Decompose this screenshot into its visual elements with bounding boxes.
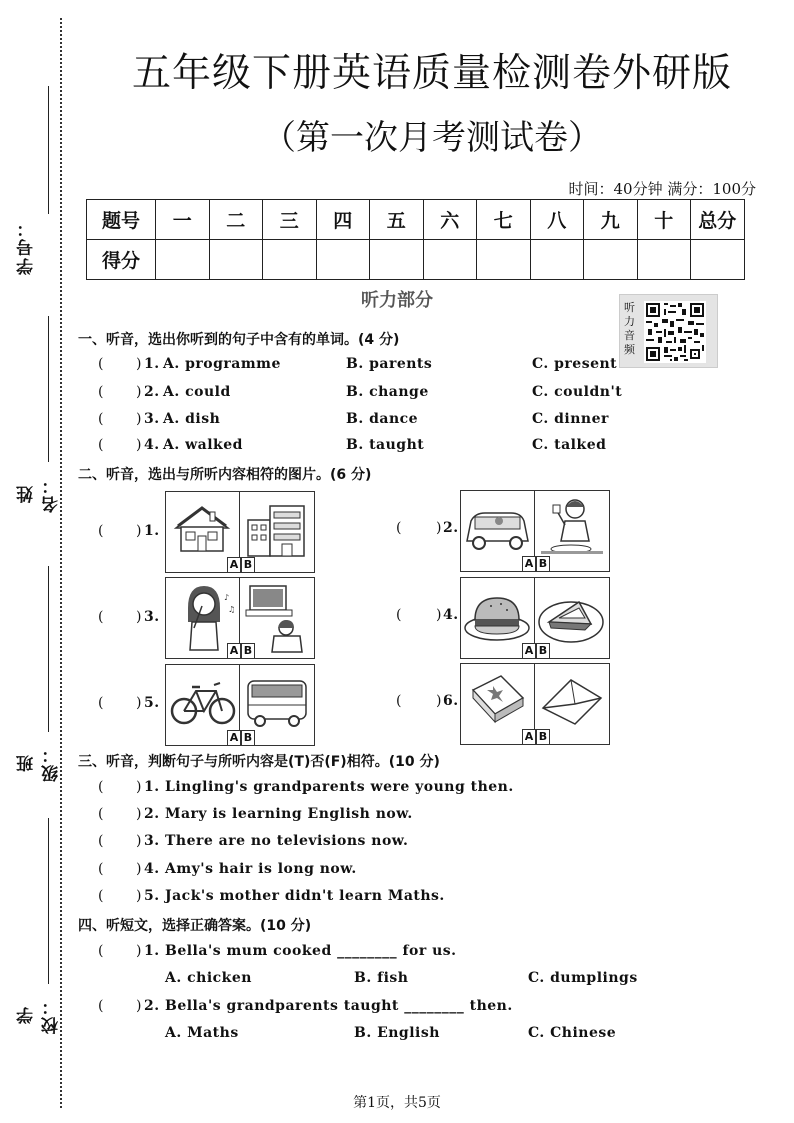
part2-item-number: 5. <box>144 695 160 711</box>
answer-paren-close: ) <box>136 943 142 959</box>
qr-label: 听力音频 <box>624 301 635 356</box>
option-a: A. Maths <box>165 1025 239 1041</box>
score-input-cell[interactable] <box>691 240 745 280</box>
label-b: B <box>241 730 255 746</box>
time-info: 时间：40分钟 满分：100分 <box>568 180 756 198</box>
label-a: A <box>522 643 536 659</box>
option-c: C. talked <box>532 437 607 453</box>
exam-subtitle: （第一次月考测试卷） <box>262 118 602 158</box>
option-c: C. dinner <box>532 411 609 427</box>
score-input-cell[interactable] <box>263 240 317 280</box>
answer-paren-close: ) <box>436 520 442 536</box>
part1-item-number: 1. <box>144 356 160 372</box>
score-table-score-row <box>87 240 745 280</box>
answer-paren-open[interactable]: ( <box>98 888 104 904</box>
part3-statement: 2. Mary is learning English now. <box>144 806 413 822</box>
ab-labels <box>522 556 550 571</box>
answer-paren-open[interactable]: ( <box>98 695 104 711</box>
picture-pair <box>165 577 315 659</box>
answer-paren-open[interactable]: ( <box>98 998 104 1014</box>
option-b: B. English <box>354 1025 440 1041</box>
answer-paren-open[interactable]: ( <box>98 384 104 400</box>
answer-paren-close: ) <box>136 523 142 539</box>
score-input-cell[interactable] <box>637 240 691 280</box>
answer-paren-open[interactable]: ( <box>98 779 104 795</box>
option-a: A. walked <box>163 437 243 453</box>
student-id-field[interactable] <box>14 86 48 276</box>
option-b: B. change <box>346 384 429 400</box>
score-table <box>86 199 745 280</box>
part3-heading: 三、听音，判断句子与所听内容是(T)否(F)相符。(10 分) <box>78 754 440 770</box>
label-a: A <box>227 557 241 573</box>
score-header-cell: 九 <box>584 200 638 240</box>
part2-item-number: 3. <box>144 609 160 625</box>
listening-section-title: 听力部分 <box>361 290 433 311</box>
class-rule <box>48 566 49 732</box>
class-label: 班级： <box>17 744 62 782</box>
answer-paren-close: ) <box>136 609 142 625</box>
label-b: B <box>536 729 550 745</box>
page-footer: 第1页，共5页 <box>353 1095 441 1111</box>
answer-paren-close: ) <box>136 695 142 711</box>
option-c: C. present <box>532 356 618 372</box>
part1-item-number: 4. <box>144 437 160 453</box>
option-b: B. taught <box>346 437 425 453</box>
answer-paren-close: ) <box>136 437 142 453</box>
option-c: C. dumplings <box>528 970 638 986</box>
student-id-rule <box>48 86 49 214</box>
score-input-cell[interactable] <box>370 240 424 280</box>
answer-paren-close: ) <box>136 833 142 849</box>
ab-labels <box>522 643 550 658</box>
student-name-label: 姓名： <box>17 475 62 513</box>
option-a: A. programme <box>163 356 281 372</box>
part4-question: 2. Bella's grandparents taught ________ then. <box>144 998 513 1014</box>
option-a: A. could <box>163 384 231 400</box>
score-input-cell[interactable] <box>584 240 638 280</box>
ab-labels <box>227 730 255 745</box>
score-header-cell: 一 <box>156 200 210 240</box>
score-header-cell: 总分 <box>691 200 745 240</box>
answer-paren-close: ) <box>136 861 142 877</box>
part3-statement: 3. There are no televisions now. <box>144 833 409 849</box>
part1-item-number: 3. <box>144 411 160 427</box>
answer-paren-close: ) <box>136 806 142 822</box>
answer-paren-open[interactable]: ( <box>98 861 104 877</box>
part2-item-number: 6. <box>443 693 459 709</box>
label-a: A <box>227 643 241 659</box>
score-input-cell[interactable] <box>316 240 370 280</box>
score-header-cell: 三 <box>263 200 317 240</box>
score-input-cell[interactable] <box>156 240 210 280</box>
picture-pair <box>460 490 610 572</box>
answer-paren-open[interactable]: ( <box>98 523 104 539</box>
label-b: B <box>536 556 550 572</box>
part1-heading: 一、听音，选出你听到的句子中含有的单词。(4 分) <box>78 332 400 348</box>
answer-paren-close: ) <box>436 693 442 709</box>
option-c: C. couldn't <box>532 384 623 400</box>
ab-labels <box>227 643 255 658</box>
score-header-cell: 四 <box>316 200 370 240</box>
svg-text:♪: ♪ <box>224 593 230 602</box>
part2-heading: 二、听音，选出与所听内容相符的图片。(6 分) <box>78 467 372 483</box>
option-b: B. dance <box>346 411 419 427</box>
answer-paren-close: ) <box>436 607 442 623</box>
answer-paren-open[interactable]: ( <box>98 411 104 427</box>
option-b: B. parents <box>346 356 433 372</box>
exam-title: 五年级下册英语质量检测卷外研版 <box>131 51 732 96</box>
part2-item-number: 1. <box>144 523 160 539</box>
score-header-cell: 八 <box>530 200 584 240</box>
score-table-header-row <box>87 200 745 240</box>
school-field[interactable] <box>14 818 62 1042</box>
answer-paren-close: ) <box>136 888 142 904</box>
part4-question: 1. Bella's mum cooked ________ for us. <box>144 943 457 959</box>
label-b: B <box>241 557 255 573</box>
answer-paren-open[interactable]: ( <box>98 806 104 822</box>
answer-paren-close: ) <box>136 779 142 795</box>
label-a: A <box>522 556 536 572</box>
score-header-cell: 十 <box>637 200 691 240</box>
school-rule <box>48 818 49 984</box>
answer-paren-open[interactable]: ( <box>396 520 402 536</box>
score-input-cell[interactable] <box>423 240 477 280</box>
score-header-cell: 六 <box>423 200 477 240</box>
score-header-cell: 题号 <box>87 200 156 240</box>
part2-item-number: 4. <box>443 607 459 623</box>
student-id-label: 学号： <box>17 218 37 276</box>
label-a: A <box>227 730 241 746</box>
label-b: B <box>241 643 255 659</box>
student-name-field[interactable] <box>14 316 62 522</box>
part3-statement: 5. Jack's mother didn't learn Maths. <box>144 888 445 904</box>
option-a: A. chicken <box>165 970 252 986</box>
answer-paren-open[interactable]: ( <box>396 607 402 623</box>
score-row-label: 得分 <box>87 240 156 280</box>
answer-paren-open[interactable]: ( <box>98 437 104 453</box>
qr-code-icon <box>644 301 706 363</box>
binding-dotted-line <box>60 18 62 1108</box>
picture-pair <box>460 663 610 745</box>
part4-heading: 四、听短文，选择正确答案。(10 分) <box>78 918 312 934</box>
answer-paren-open[interactable]: ( <box>98 609 104 625</box>
answer-paren-open[interactable]: ( <box>396 693 402 709</box>
label-b: B <box>536 643 550 659</box>
picture-pair <box>165 664 315 746</box>
answer-paren-close: ) <box>136 384 142 400</box>
score-header-cell: 二 <box>209 200 263 240</box>
class-field[interactable] <box>14 566 62 790</box>
answer-paren-open[interactable]: ( <box>98 833 104 849</box>
answer-paren-close: ) <box>136 998 142 1014</box>
option-a: A. dish <box>163 411 221 427</box>
score-header-cell: 五 <box>370 200 424 240</box>
student-name-rule <box>48 316 49 462</box>
answer-paren-close: ) <box>136 356 142 372</box>
part3-statement: 4. Amy's hair is long now. <box>144 861 357 877</box>
score-input-cell[interactable] <box>530 240 584 280</box>
score-input-cell[interactable] <box>209 240 263 280</box>
part2-item-number: 2. <box>443 520 459 536</box>
option-c: C. Chinese <box>528 1025 617 1041</box>
score-header-cell: 七 <box>477 200 531 240</box>
part3-statement: 1. Lingling's grandparents were young then. <box>144 779 514 795</box>
picture-pair <box>460 577 610 659</box>
label-a: A <box>522 729 536 745</box>
ab-labels <box>522 729 550 744</box>
answer-paren-open[interactable]: ( <box>98 943 104 959</box>
audio-qr-box[interactable] <box>619 294 718 368</box>
school-label: 学校： <box>17 996 62 1034</box>
answer-paren-open[interactable]: ( <box>98 356 104 372</box>
part1-item-number: 2. <box>144 384 160 400</box>
answer-paren-close: ) <box>136 411 142 427</box>
ab-labels <box>227 557 255 572</box>
score-input-cell[interactable] <box>477 240 531 280</box>
svg-text:♫: ♫ <box>228 605 236 614</box>
option-b: B. fish <box>354 970 409 986</box>
picture-pair <box>165 491 315 573</box>
